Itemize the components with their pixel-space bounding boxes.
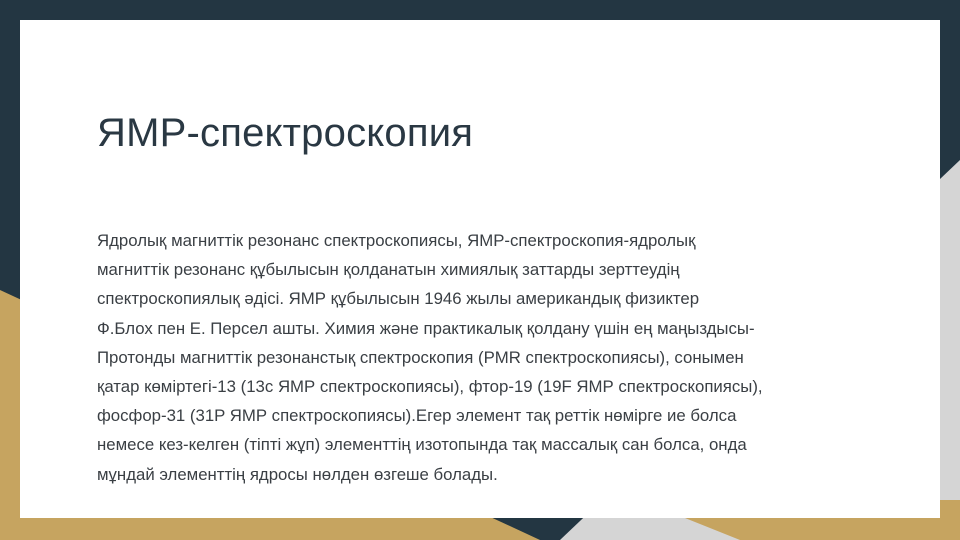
- body-line: мұндай элементтің ядросы нөлден өзгеше болады.: [97, 464, 498, 484]
- body-line: фосфор-31 (31P ЯМР спектроскопиясы).Егер элемент тақ реттік нөмірге ие болса: [97, 406, 737, 426]
- body-line: Ф.Блох пен Е. Персел ашты. Химия және практикалық қолдану үшін ең маңыздысы-: [97, 318, 755, 338]
- body-line: Протонды магниттік резонанстық спектроскопия (PMR спектроскопиясы), сонымен: [97, 347, 744, 367]
- body-line: қатар көміртегі-13 (13с ЯМР спектроскопиясы), фтор-19 (19F ЯМР спектроскопиясы),: [97, 376, 763, 396]
- slide-title: ЯМР-спектроскопия: [97, 111, 474, 155]
- body-line: Ядролық магниттік резонанс спектроскопиясы, ЯМР-спектроскопия-ядролық: [97, 231, 696, 250]
- slide-body: [97, 226, 887, 489]
- body-line: спектроскопиялық әдісі. ЯМР құбылысын 1946 жылы американдық физиктер: [97, 289, 700, 309]
- body-line: немесе кез-келген (тіпті жұп) элементтің изотопында тақ массалық сан болса, онда: [97, 435, 747, 455]
- body-line: магниттік резонанс құбылысын қолданатын химиялық заттарды зерттеудің: [97, 260, 680, 280]
